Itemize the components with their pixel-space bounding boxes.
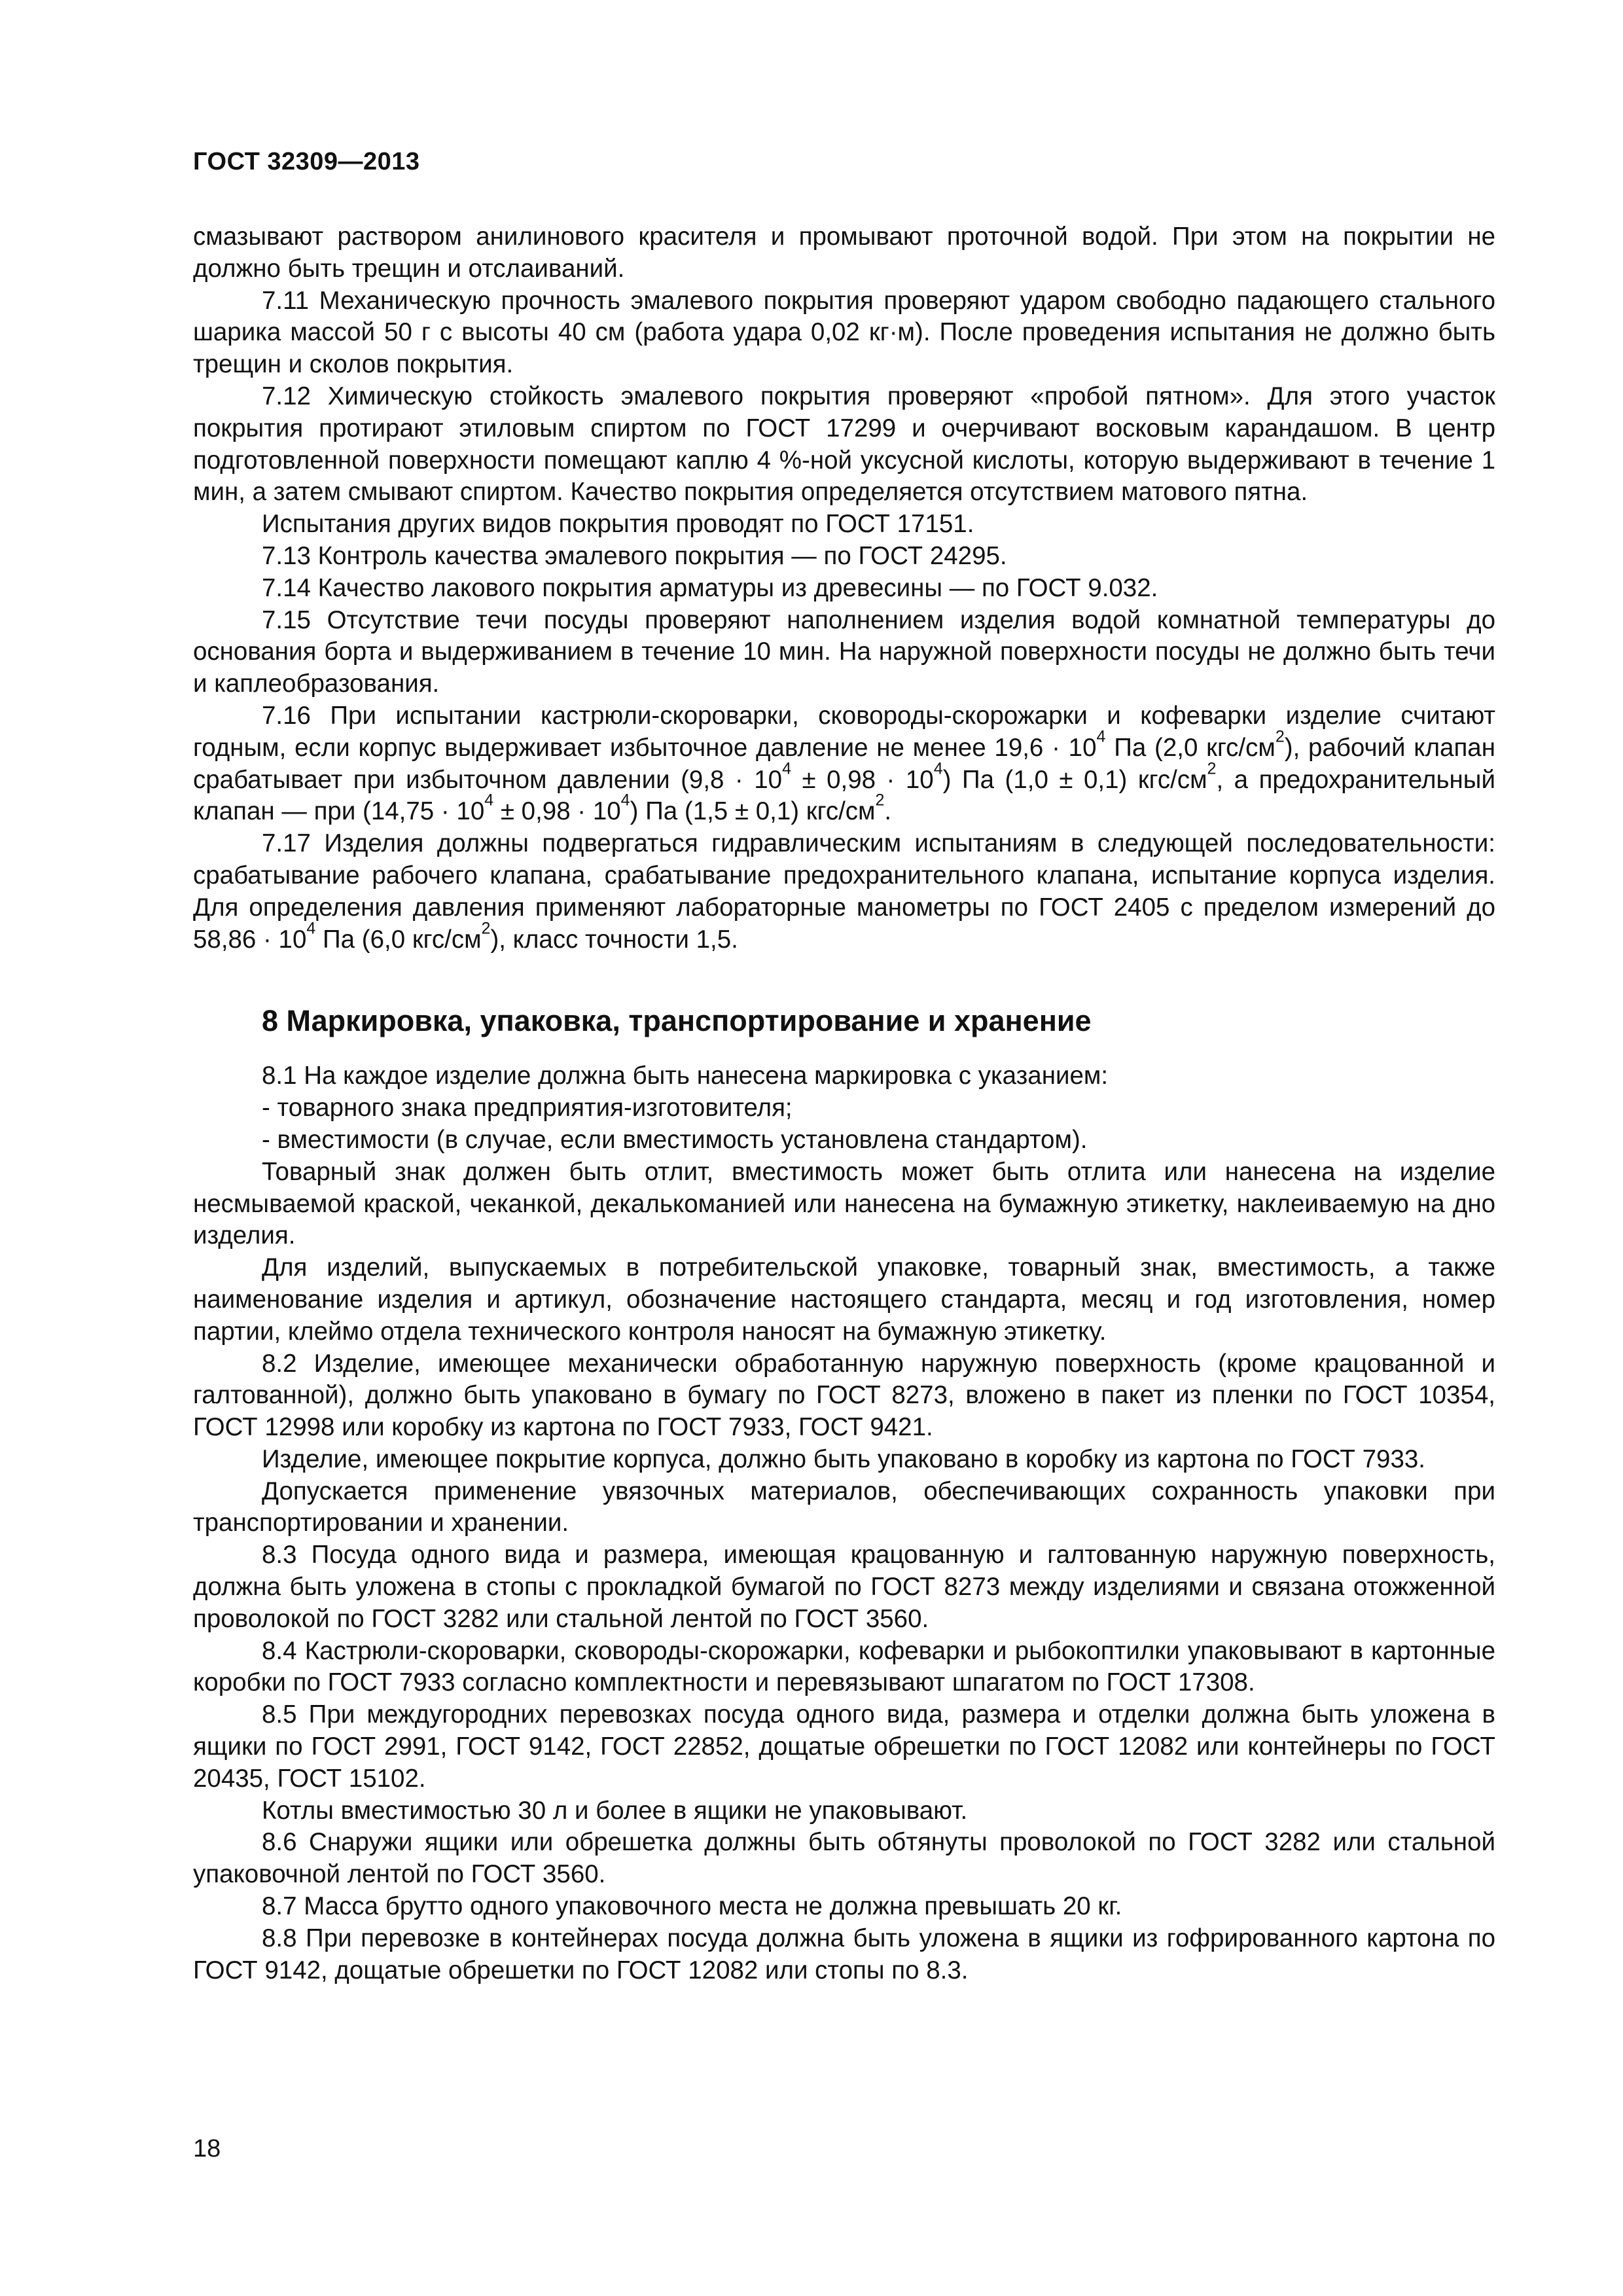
clause-7-11: 7.11 Механическую прочность эмалевого покрытия проверяют ударом свободно падающего стального шарика массой 50 г с высоты 40 см (работа удара 0,02 кг·м). После проведения испытания не должно быть трещин и сколов покрытия.: [193, 286, 1495, 379]
list-item: - товарного знака предприятия-изготовителя;: [262, 1094, 793, 1122]
text-run: Па (6,0 кгс/см: [315, 925, 482, 954]
superscript: 4: [484, 791, 494, 810]
clause-8-5: 8.5 При междугородних перевозках посуда одного вида, размера и отделки должна быть уложена в ящики по ГОСТ 2991, ГОСТ 9142, ГОСТ 22852, дощатые обрешетки по ГОСТ 12082 или контейнеры по ГОСТ 20435, ГОСТ 15102.: [193, 1700, 1495, 1793]
clause-8-4: 8.4 Кастрюли-скороварки, сковороды-скорожарки, кофеварки и рыбокоптилки упаковывают в картонные коробки по ГОСТ 7933 согласно комплектности и перевязывают шпагатом по ГОСТ 17308.: [193, 1636, 1495, 1697]
paragraph: Испытания других видов покрытия проводят по ГОСТ 17151.: [262, 510, 974, 539]
clause-7-13: 7.13 Контроль качества эмалевого покрытия — по ГОСТ 24295.: [262, 541, 1007, 570]
text-run: , а предохранительный клапан — при (14,75 · 10: [193, 765, 1495, 826]
clause-7-16: [193, 700, 1495, 828]
superscript: 4: [620, 791, 630, 810]
clause-8-2: 8.2 Изделие, имеющее механически обработанную наружную поверхность (кроме крацованной и галтованной), должно быть упаковано в бумагу по ГОСТ 8273, вложено в пакет из пленки по ГОСТ 10354, ГОСТ 12998 или коробку из картона по ГОСТ 7933, ГОСТ 9421.: [193, 1349, 1495, 1442]
clause-8-3: 8.3 Посуда одного вида и размера, имеющая крацованную и галтованную наружную поверхность, должна быть уложена в стопы с прокладкой бумагой по ГОСТ 8273 между изделиями и связана отожженной проволокой по ГОСТ 3282 или стальной лентой по ГОСТ 3560.: [193, 1541, 1495, 1633]
text-run: Па (2,0 кгс/см: [1105, 733, 1275, 762]
text-run: 7.17 Изделия должны подвергаться гидравлическим испытаниям в следующей последовательности: срабатывание рабочего клапана, срабатывание предохранительного клапана, испытание корпуса изделия. Для определения давления применяют лабораторные манометры по ГОСТ 2405 с пределом измерений до 58,86 · 10: [193, 829, 1495, 954]
text-run: ± 0,98 · 10: [493, 797, 621, 826]
clause-7-15: 7.15 Отсутствие течи посуды проверяют наполнением изделия водой комнатной температуры до основания борта и выдерживанием в течение 10 мин. На наружной поверхности посуды не должно быть течи и каплеобразования.: [193, 605, 1495, 698]
superscript: 2: [481, 919, 491, 938]
paragraph: Для изделий, выпускаемых в потребительской упаковке, товарный знак, вместимость, а также наименование изделия и артикул, обозначение настоящего стандарта, месяц и год изготовления, номер партии, клеймо отдела технического контроля наносят на бумажную этикетку.: [193, 1253, 1495, 1346]
text-run: ± 0,98 · 10: [791, 765, 934, 794]
superscript: 2: [875, 791, 885, 810]
page-number: 18: [193, 2135, 221, 2162]
paragraph: Допускается применение увязочных материалов, обеспечивающих сохранность упаковки при транспортировании и хранении.: [193, 1477, 1495, 1537]
clause-8-7: 8.7 Масса брутто одного упаковочного места не должна превышать 20 кг.: [262, 1892, 1122, 1921]
superscript: 4: [306, 919, 316, 938]
clause-7-12: 7.12 Химическую стойкость эмалевого покрытия проверяют «пробой пятном». Для этого участок покрытия протирают этиловым спиртом по ГОСТ 17299 и очерчивают восковым карандашом. В центр подготовленной поверхности помещают каплю 4 %-ной уксусной кислоты, которую выдерживают в течение 1 мин, а затем смывают спиртом. Качество покрытия определяется отсутствием матового пятна.: [193, 382, 1495, 507]
superscript: 4: [1096, 727, 1106, 746]
superscript: 2: [1275, 727, 1285, 746]
page-body: [193, 221, 1495, 1986]
paragraph: Товарный знак должен быть отлит, вместимость может быть отлита или нанесена на изделие несмываемой краской, чеканкой, декалькоманией или нанесена на бумажную этикетку, наклеиваемую на дно изделия.: [193, 1157, 1495, 1250]
paragraph: смазывают раствором анилинового красителя и промывают проточной водой. При этом на покрытии не должно быть трещин и отслаиваний.: [193, 223, 1495, 283]
list-item: - вместимости (в случае, если вместимость установлена стандартом).: [262, 1125, 1088, 1154]
paragraph: Изделие, имеющее покрытие корпуса, должно быть упаковано в коробку из картона по ГОСТ 7933.: [262, 1444, 1425, 1473]
text-run: ) Па (1,5 ± 0,1) кгс/см: [630, 797, 876, 826]
document-header: ГОСТ 32309—2013: [193, 148, 420, 175]
superscript: 4: [933, 759, 943, 778]
clause-8-8: 8.8 При перевозке в контейнерах посуда должна быть уложена в ящики из гофрированного картона по ГОСТ 9142, дощатые обрешетки по ГОСТ 12082 или стопы по 8.3.: [193, 1924, 1495, 1984]
text-run: ) Па (1,0 ± 0,1) кгс/см: [942, 765, 1207, 794]
text-run: ), класс точности 1,5.: [490, 925, 738, 954]
clause-8-1: 8.1 На каждое изделие должна быть нанесена маркировка с указанием:: [262, 1062, 1109, 1090]
text-run: .: [884, 797, 892, 826]
clause-7-17: [193, 828, 1495, 956]
clause-7-14: 7.14 Качество лакового покрытия арматуры из древесины — по ГОСТ 9.032.: [262, 573, 1158, 602]
text-run: ), рабочий клапан срабатывает при избыточном давлении (9,8 · 10: [193, 733, 1495, 794]
superscript: 2: [1207, 759, 1217, 778]
section-8-title: 8 Маркировка, упаковка, транспортирование и хранение: [262, 1004, 1092, 1038]
superscript: 4: [782, 759, 791, 778]
paragraph: Котлы вместимостью 30 л и более в ящики не упаковывают.: [262, 1796, 968, 1825]
clause-8-6: 8.6 Снаружи ящики или обрешетка должны быть обтянуты проволокой по ГОСТ 3282 или стальной упаковочной лентой по ГОСТ 3560.: [193, 1828, 1495, 1889]
text-run: 7.16 При испытании кастрюли-скороварки, сковороды-скорожарки и кофеварки изделие считают годным, если корпус выдерживает избыточное давление не менее 19,6 · 10: [193, 701, 1495, 762]
